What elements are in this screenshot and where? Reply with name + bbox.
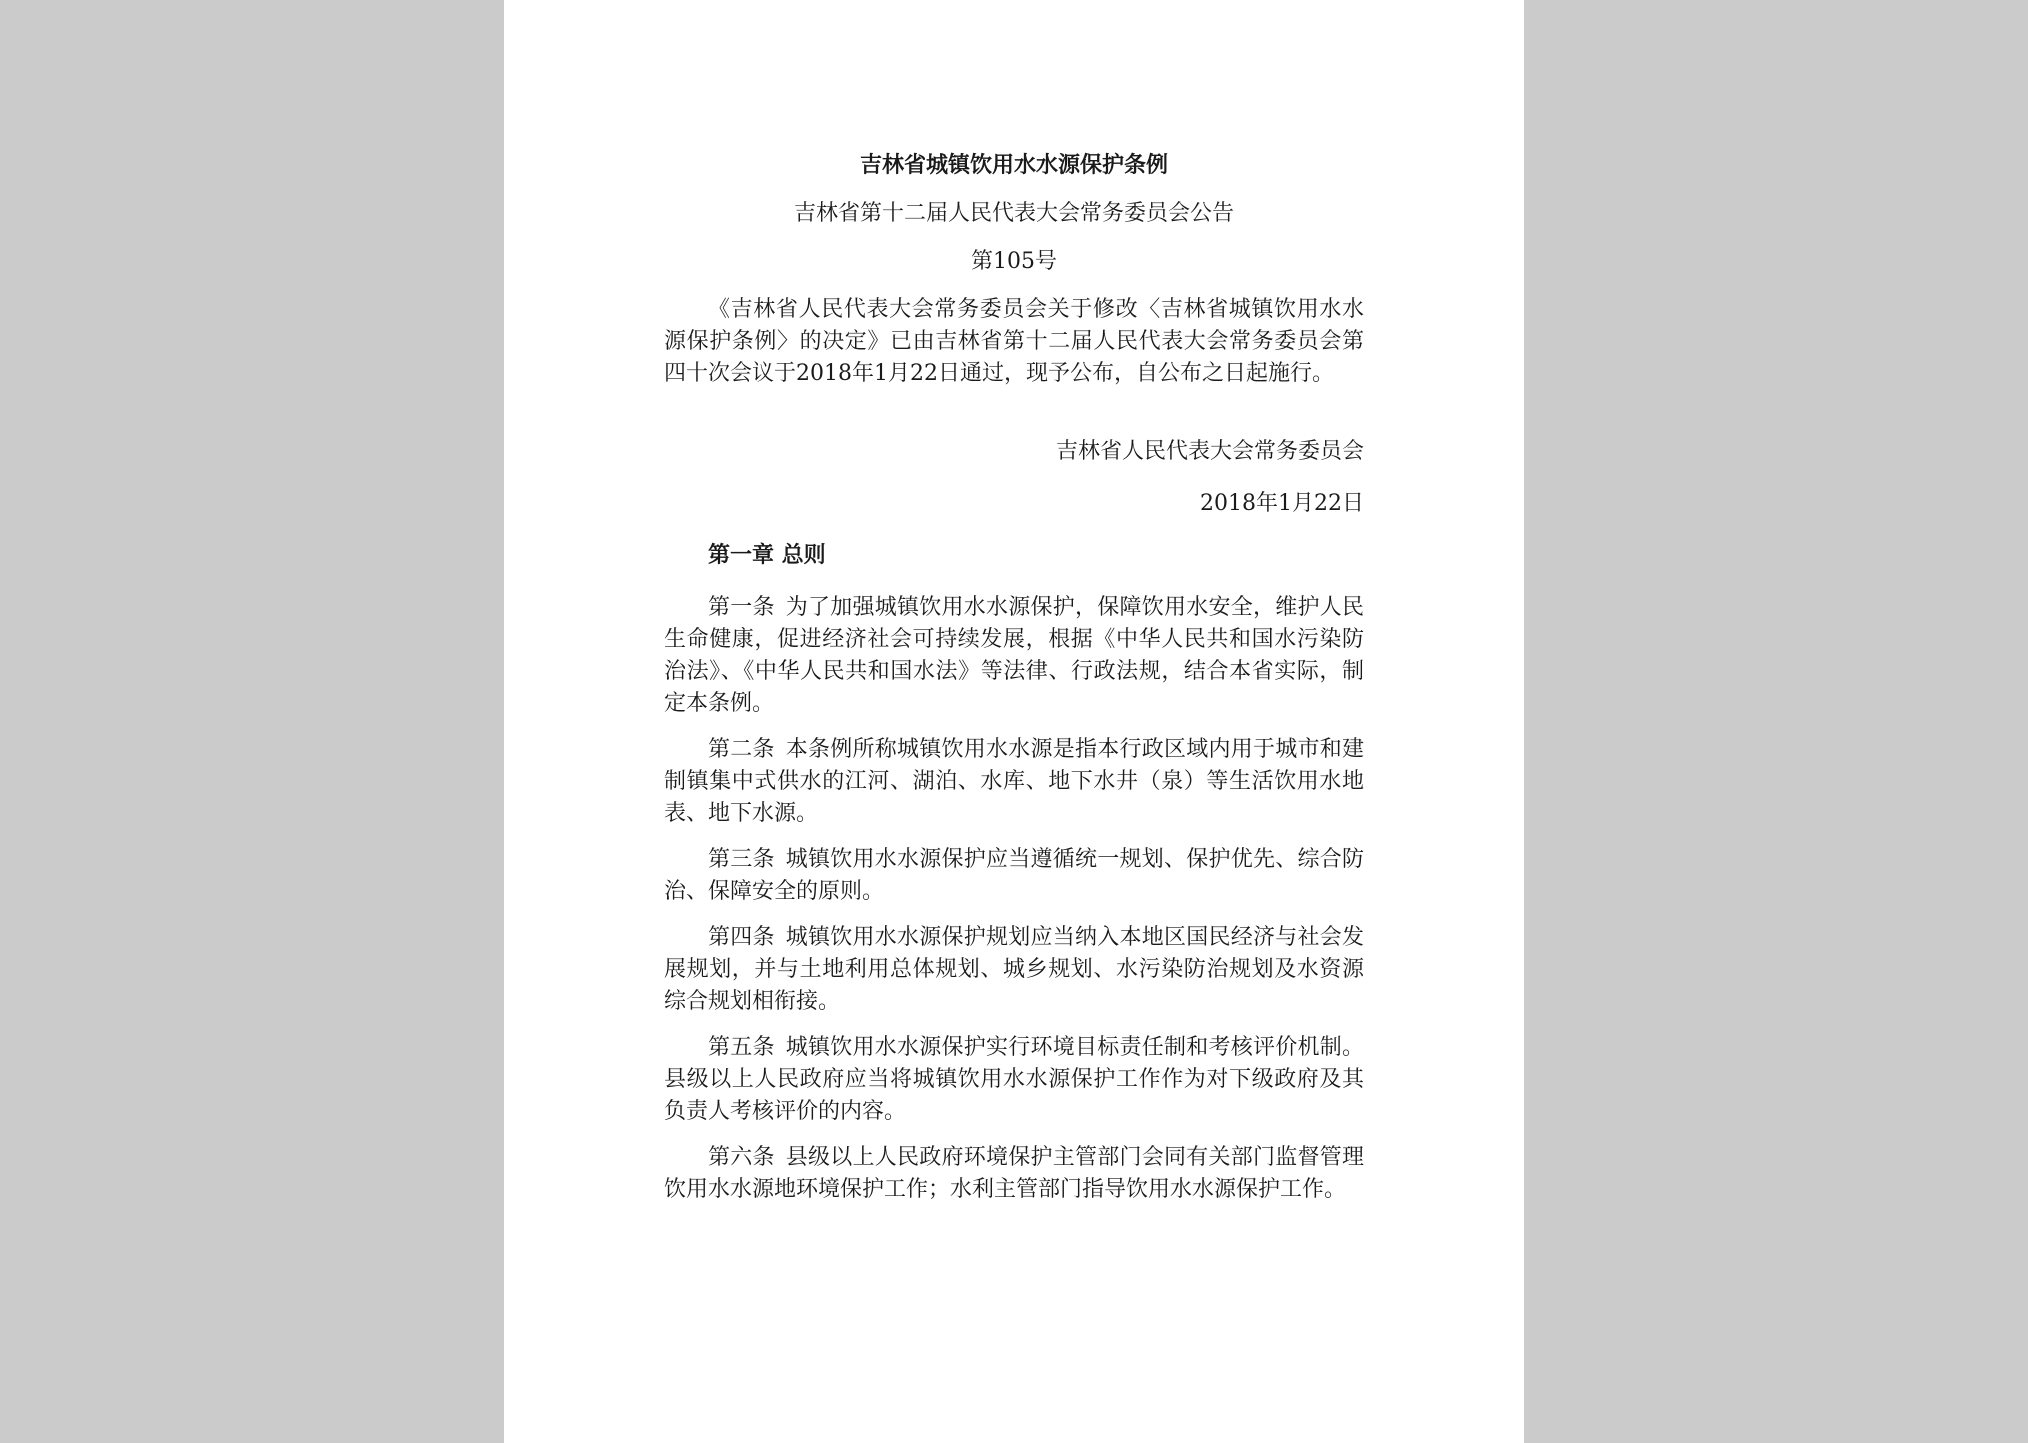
issue-date: 2018年1月22日 bbox=[1200, 491, 1364, 516]
article-label: 第六条 bbox=[708, 1145, 775, 1170]
article-label: 第三条 bbox=[708, 847, 775, 872]
article-paragraph bbox=[664, 1142, 1364, 1206]
article-paragraph bbox=[664, 844, 1364, 908]
document-page bbox=[504, 0, 1524, 1443]
article-label: 第一条 bbox=[708, 595, 775, 620]
article-paragraph bbox=[664, 592, 1364, 720]
preamble-paragraph: 《吉林省人民代表大会常务委员会关于修改〈吉林省城镇饮用水水源保护条例〉的决定》已由吉林省第十二届人民代表大会常务委员会第四十次会议于2018年1月22日通过，现予公布，自公布之日起施行。 bbox=[664, 297, 1364, 386]
article-paragraph bbox=[664, 922, 1364, 1018]
article-text: 为了加强城镇饮用水水源保护，保障饮用水安全，维护人民生命健康，促进经济社会可持续发展，根据《中华人民共和国水污染防治法》、《中华人民共和国水法》等法律、行政法规，结合本省实际，制定本条例。 bbox=[664, 595, 1364, 716]
article-label: 第二条 bbox=[708, 737, 775, 762]
chapter-heading: 第一章 总则 bbox=[708, 543, 826, 568]
article-label: 第四条 bbox=[708, 925, 775, 950]
article-paragraph bbox=[664, 1032, 1364, 1128]
issuer-signature: 吉林省人民代表大会常务委员会 bbox=[1055, 439, 1364, 464]
announcement-heading: 吉林省第十二届人民代表大会常务委员会公告 bbox=[793, 201, 1234, 226]
article-label: 第五条 bbox=[708, 1035, 775, 1060]
article-text: 城镇饮用水水源保护规划应当纳入本地区国民经济与社会发展规划，并与土地利用总体规划、城乡规划、水污染防治规划及水资源综合规划相衔接。 bbox=[664, 925, 1364, 1014]
announcement-number: 第105号 bbox=[971, 249, 1057, 274]
article-paragraph bbox=[664, 734, 1364, 830]
document-title: 吉林省城镇饮用水水源保护条例 bbox=[859, 153, 1168, 178]
article-text: 城镇饮用水水源保护应当遵循统一规划、保护优先、综合防治、保障安全的原则。 bbox=[664, 847, 1364, 904]
article-text: 县级以上人民政府环境保护主管部门会同有关部门监督管理饮用水水源地环境保护工作；水利主管部门指导饮用水水源保护工作。 bbox=[664, 1145, 1364, 1202]
article-text: 城镇饮用水水源保护实行环境目标责任制和考核评价机制。县级以上人民政府应当将城镇饮用水水源保护工作作为对下级政府及其负责人考核评价的内容。 bbox=[664, 1035, 1364, 1124]
article-text: 本条例所称城镇饮用水水源是指本行政区域内用于城市和建制镇集中式供水的江河、湖泊、水库、地下水井（泉）等生活饮用水地表、地下水源。 bbox=[664, 737, 1364, 826]
page-content bbox=[664, 150, 1364, 1220]
